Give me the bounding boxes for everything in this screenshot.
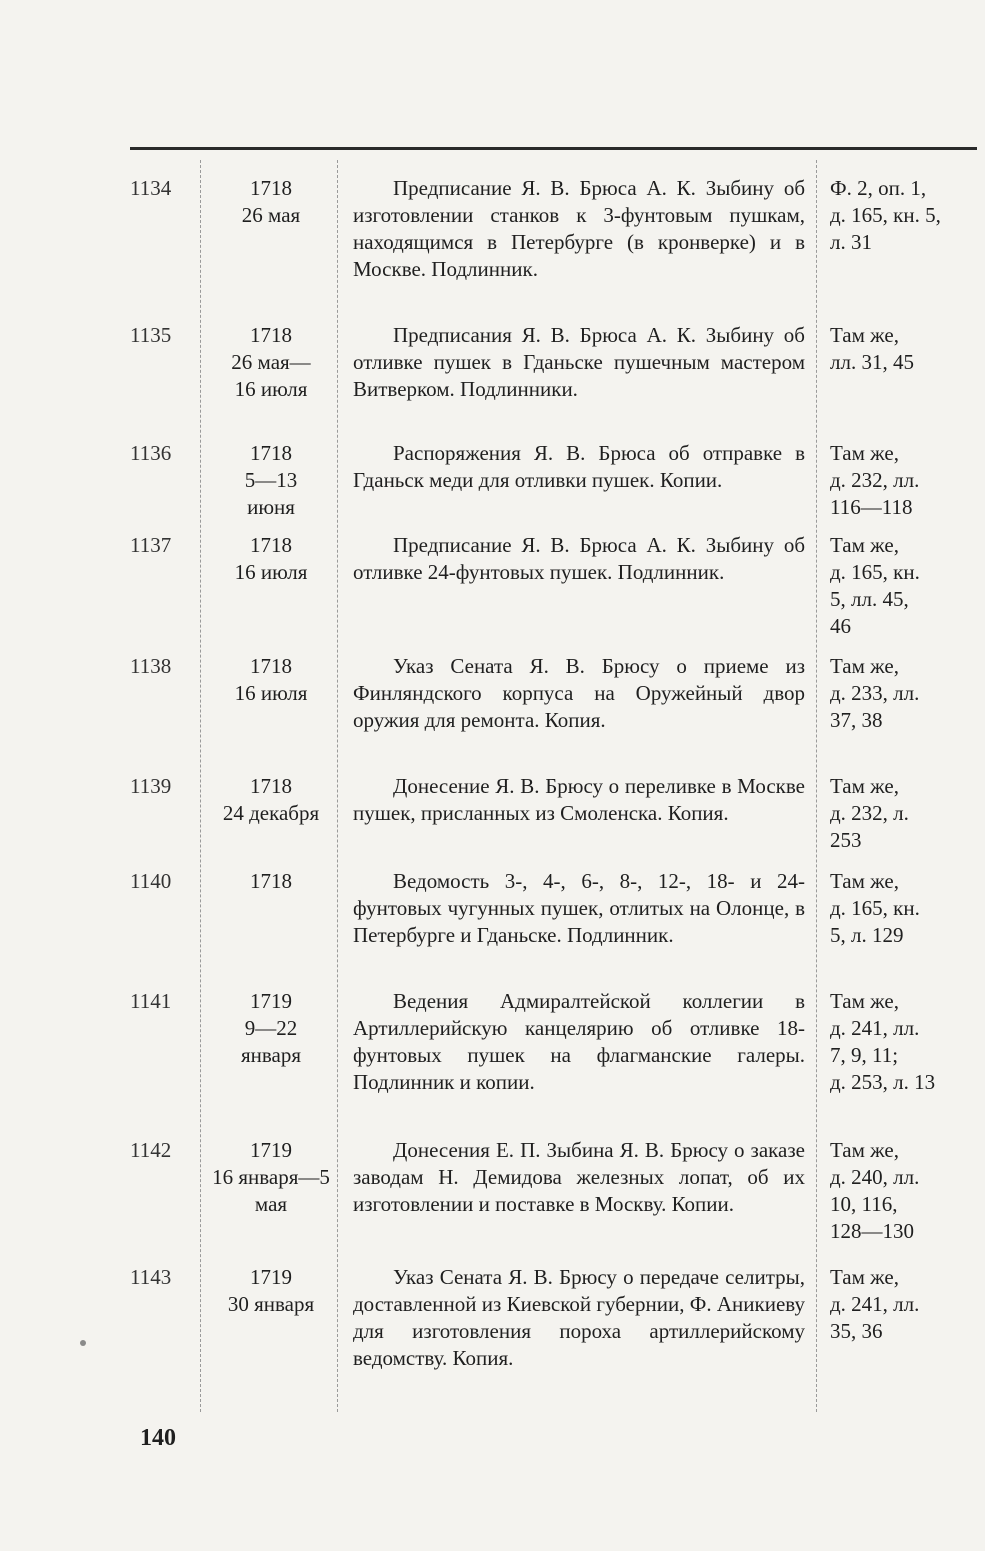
entry-number: 1134 [130,176,172,200]
entry-date: 1718 26 мая— 16 июля [231,323,311,401]
column-divider [200,160,201,1412]
page-number: 140 [140,1425,176,1451]
entry-reference: Там же, д. 241, лл. 7, 9, 11; д. 253, л. 13 [830,989,936,1094]
top-rule [130,147,977,150]
ink-dot [80,1340,86,1346]
entry-date: 1718 16 июля [234,533,308,584]
entry-reference: Там же, д. 232, л. 253 [830,774,909,852]
column-divider [816,160,817,1412]
entry-description: Предписания Я. В. Брюса А. К. Зыбину об отливке пушек в Гданьске пушечным мастером Витверком. Подлинники. [353,323,805,401]
entry-number: 1141 [130,989,172,1013]
entry-reference: Там же, лл. 31, 45 [830,323,914,374]
entry-reference: Там же, д. 233, лл. 37, 38 [830,654,920,732]
entry-number: 1142 [130,1138,172,1162]
entry-date: 1719 30 января [227,1265,315,1316]
entry-description: Ведомость 3-, 4-, 6-, 8-, 12-, 18- и 24-фунтовых чугунных пушек, отлитых на Олонце, в Петербурге и Гданьске. Подлинник. [353,869,805,947]
entry-description: Указ Сената Я. В. Брюсу о передаче селитры, доставленной из Киевской губернии, Ф. Аникиеву для изготовления пороха артиллерийскому ведомству. Копия. [353,1265,805,1370]
entry-number: 1137 [130,533,172,557]
entry-description: Ведения Адмиралтейской коллегии в Артиллерийскую канцелярию об отливке 18-фунтовых пушек на флагманские галеры. Подлинник и копии. [353,989,805,1094]
entry-description: Донесения Е. П. Зыбина Я. В. Брюсу о заказе заводам Н. Демидова железных лопат, об их изготовлении и поставке в Москву. Копии. [353,1138,805,1216]
entry-number: 1139 [130,774,172,798]
entry-date: 1718 24 декабря [222,774,320,825]
entry-description: Указ Сената Я. В. Брюсу о приеме из Финляндского корпуса на Оружейный двор оружия для ремонта. Копия. [353,654,805,732]
entry-date: 1718 5—13 июня [244,441,298,519]
entry-description: Предписание Я. В. Брюса А. К. Зыбину об отливке 24-фунтовых пушек. Подлинник. [353,533,805,584]
entry-reference: Там же, д. 232, лл. 116—118 [830,441,920,519]
entry-reference: Там же, д. 240, лл. 10, 116, 128—130 [830,1138,920,1243]
entry-reference: Ф. 2, оп. 1, д. 165, кн. 5, л. 31 [830,176,941,254]
entry-reference: Там же, д. 165, кн. 5, л. 129 [830,869,920,947]
entry-date: 1718 [250,869,292,893]
entry-reference: Там же, д. 165, кн. 5, лл. 45, 46 [830,533,920,638]
entry-description: Донесение Я. В. Брюсу о переливке в Москве пушек, присланных из Смоленска. Копия. [353,774,805,825]
entry-number: 1138 [130,654,172,678]
entry-description: Предписание Я. В. Брюса А. К. Зыбину об изготовлении станков к 3-фунтовым пушкам, находящимся в Петербурге (в кронверке) и в Москве. Подлинник. [353,176,805,281]
column-divider [337,160,338,1412]
entry-number: 1136 [130,441,172,465]
entry-number: 1135 [130,323,172,347]
entry-reference: Там же, д. 241, лл. 35, 36 [830,1265,920,1343]
entry-date: 1719 9—22 января [240,989,302,1067]
entry-description: Распоряжения Я. В. Брюса об отправке в Гданьск меди для отливки пушек. Копии. [353,441,805,492]
entry-date: 1718 26 мая [241,176,301,227]
entry-date: 1718 16 июля [234,654,308,705]
entry-date: 1719 16 января—5 мая [212,1138,330,1216]
entry-number: 1143 [130,1265,172,1289]
entry-number: 1140 [130,869,172,893]
